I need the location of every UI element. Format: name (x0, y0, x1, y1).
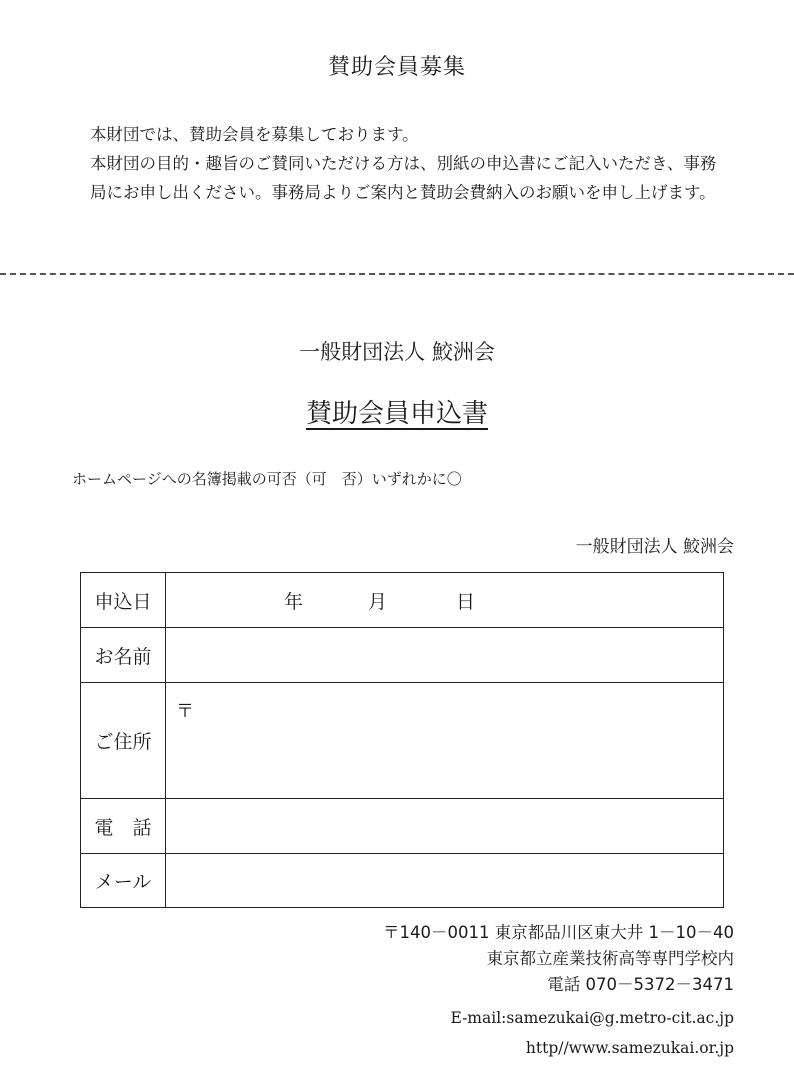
name-label: お名前 (81, 628, 166, 683)
form-row-email (81, 854, 724, 908)
name-field[interactable] (166, 628, 724, 683)
postal-mark: 〒 (176, 701, 194, 722)
address-label: ご住所 (81, 683, 166, 799)
date-parts (166, 573, 723, 627)
contact-phone: 電話 070－5372－3471 (547, 975, 734, 994)
recruitment-title: 賛助会員募集 (327, 55, 466, 80)
contact-address-line-1: 〒140－0011 東京都品川区東大井 1－10－40 (383, 923, 734, 942)
contact-address-line-2: 東京都立産業技術高等専門学校内 (486, 949, 734, 968)
month-unit: 月 (368, 591, 388, 613)
year-unit: 年 (284, 591, 304, 613)
organization-heading: 一般財団法人 鮫洲会 (299, 340, 495, 364)
cut-line-divider (0, 273, 794, 275)
date-field[interactable] (166, 573, 724, 628)
phone-label: 電 話 (81, 799, 166, 854)
date-label: 申込日 (81, 573, 166, 628)
contact-web-block (450, 1003, 734, 1063)
form-row-phone (81, 799, 724, 854)
organization-addressee: 一般財団法人 鮫洲会 (575, 537, 734, 557)
recruitment-text (68, 120, 728, 207)
application-form-table (80, 572, 724, 908)
contact-address-block (383, 920, 734, 998)
phone-field[interactable] (166, 799, 724, 854)
form-title: 賛助会員申込書 (305, 399, 488, 429)
homepage-listing-note: ホームページへの名簿掲載の可否（可 否）いずれかに〇 (72, 470, 462, 488)
email-field[interactable] (166, 854, 724, 908)
email-label: メール (81, 854, 166, 908)
day-unit: 日 (456, 591, 476, 613)
form-row-name (81, 628, 724, 683)
recruitment-paragraph-2: 本財団の目的・趣旨のご賛同いただける方は、別紙の申込書にご記入いただき、事務局にお申し出ください。事務局よりご案内と賛助会費納入のお願いを申し上げます。 (90, 154, 717, 202)
contact-email[interactable]: E-mail:samezukai@g.metro-cit.ac.jp (450, 1009, 734, 1027)
recruitment-paragraph-1: 本財団では、賛助会員を募集しております。 (90, 125, 419, 144)
address-field[interactable] (166, 683, 724, 799)
form-row-address (81, 683, 724, 799)
form-row-date (81, 573, 724, 628)
contact-url[interactable]: http//www.samezukai.or.jp (525, 1039, 734, 1057)
